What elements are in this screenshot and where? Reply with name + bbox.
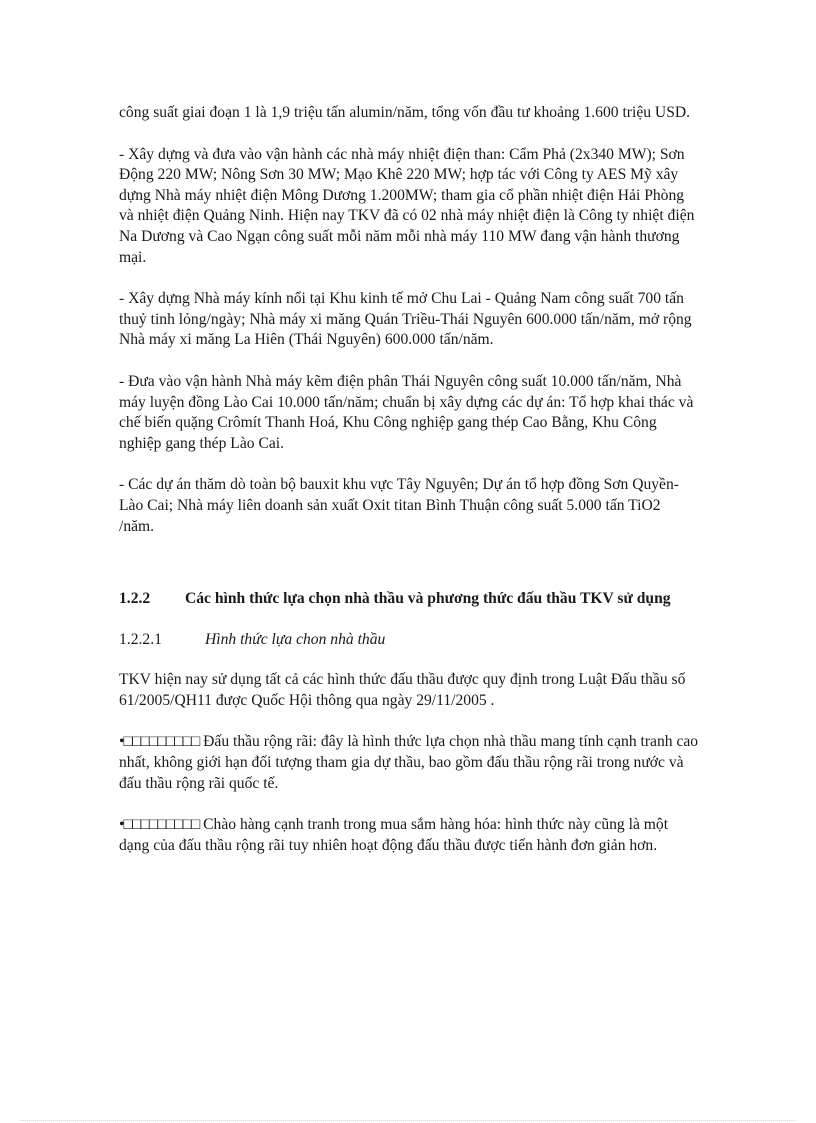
bullet-glyphs: •□□□□□□□□□ xyxy=(119,816,200,834)
subsection-heading xyxy=(119,630,699,651)
section-heading xyxy=(119,589,699,610)
paragraph-bauxite: - Các dự án thăm dò toàn bộ bauxit khu vực Tây Nguyên; Dự án tổ hợp đồng Sơn Quyền- Lào Cai; Nhà máy liên doanh sản xuất Oxit titan Bình Thuận công suất 5.000 tấn TiO2 /năm. xyxy=(119,476,679,535)
intro-paragraph: TKV hiện nay sử dụng tất cả các hình thức đấu thầu được quy định trong Luật Đấu thầu số 61/2005/QH11 được Quốc Hội thông qua ngày 29/11/2005 . xyxy=(119,671,686,709)
subsection-number: 1.2.2.1 xyxy=(119,630,162,648)
paragraph-glass-cement: - Xây dựng Nhà máy kính nổi tại Khu kinh tế mở Chu Lai - Quảng Nam công suất 700 tấn thuỷ tinh lỏng/ngày; Nhà máy xi măng Quán Triều-Thái Nguyên 600.000 tấn/năm, mở rộng Nhà máy xi măng La Hiên (Thái Nguyên) 600.000 tấn/năm. xyxy=(119,290,692,349)
bullet-item-competitive-offer xyxy=(119,815,699,856)
paragraph-zinc-copper: - Đưa vào vận hành Nhà máy kẽm điện phân Thái Nguyên công suất 10.000 tấn/năm, Nhà máy luyện đồng Lào Cai 10.000 tấn/năm; chuẩn bị xây dựng các dự án: Tổ hợp khai thác và chế biến quặng Crômít Thanh Hoá, Khu Công nghiệp gang thép Cao Bằng, Khu Công nghiệp gang thép Lào Cai. xyxy=(119,372,694,452)
subsection-title: Hình thức lựa chon nhà thầu xyxy=(205,630,386,648)
section-spacer xyxy=(119,537,699,589)
section-number: 1.2.2 xyxy=(119,590,151,608)
paragraph-thermal-power: - Xây dựng và đưa vào vận hành các nhà máy nhiệt điện than: Cẩm Phả (2x340 MW); Sơn Động 220 MW; Nông Sơn 30 MW; Mạo Khê 220 MW; hợp tác với Công ty AES Mỹ xây dựng Nhà máy nhiệt điện Mông Dương 1.200MW; tham gia cổ phần nhiệt điện Hải Phòng và nhiệt điện Quảng Ninh. Hiện nay TKV đã có 02 nhà máy nhiệt điện là Công ty nhiệt điện Na Dương và Cao Ngạn công suất mỗi năm mỗi nhà máy 110 MW đang vận hành thương mại. xyxy=(119,145,695,266)
bullet-text: Đấu thầu rộng rãi: đây là hình thức lựa chọn nhà thầu mang tính cạnh tranh cao nhất, không giới hạn đối tượng tham gia dự thầu, bao gồm đấu thầu rộng rãi trong nước và đấu thầu rộng rãi quốc tế. xyxy=(119,733,699,792)
bullet-glyphs: •□□□□□□□□□ xyxy=(119,733,200,751)
paragraph-alumin: công suất giai đoạn 1 là 1,9 triệu tấn alumin/năm, tổng vốn đầu tư khoảng 1.600 triệu USD. xyxy=(119,104,691,121)
bullet-item-open-bidding xyxy=(119,732,699,794)
section-title: Các hình thức lựa chọn nhà thầu và phương thức đấu thầu TKV sử dụng xyxy=(185,590,671,608)
document-body xyxy=(119,103,699,877)
page-bottom-divider xyxy=(20,1120,796,1121)
bullet-text: Chào hàng cạnh tranh trong mua sắm hàng hóa: hình thức này cũng là một dạng của đấu thầu rộng rãi tuy nhiên hoạt động đấu thầu được tiến hành đơn giản hơn. xyxy=(119,816,669,854)
